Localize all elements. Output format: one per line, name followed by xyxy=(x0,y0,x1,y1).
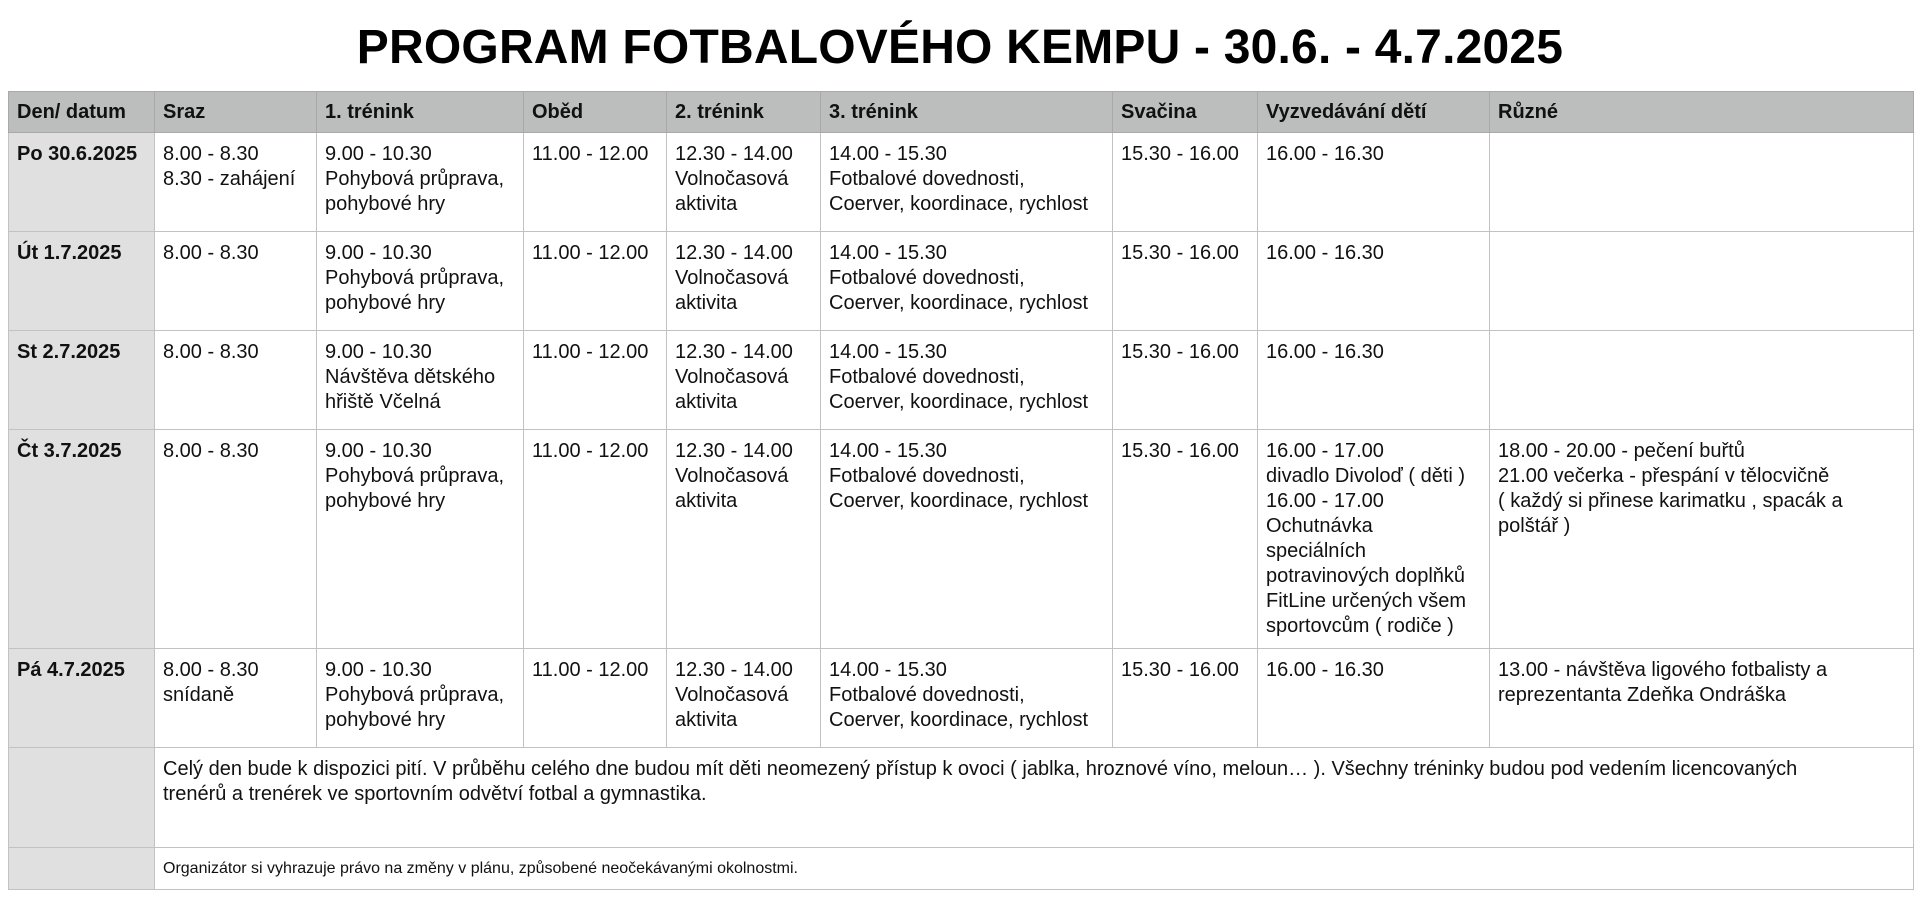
cell-line: snídaně xyxy=(163,684,235,706)
cell-line: 16.00 - 16.30 xyxy=(1266,143,1384,165)
svacina-cell xyxy=(1113,331,1258,430)
cell-line: 12.30 - 14.00 xyxy=(675,440,793,462)
cell-line: 11.00 - 12.00 xyxy=(532,659,649,681)
cell-line: Pohybová průprava, xyxy=(325,168,505,190)
cell-line: Coerver, koordinace, rychlost xyxy=(829,709,1089,731)
cell-line: 11.00 - 12.00 xyxy=(532,143,649,165)
trenink-3-cell xyxy=(821,430,1113,649)
cell-line: aktivita xyxy=(675,391,738,413)
cell-line: 15.30 - 16.00 xyxy=(1121,341,1239,363)
sraz-cell xyxy=(155,649,317,748)
trenink-2-cell xyxy=(667,430,821,649)
cell-line: Coerver, koordinace, rychlost xyxy=(829,490,1089,512)
header-row xyxy=(9,92,1914,133)
header-trenink-1: 1. trénink xyxy=(317,92,524,133)
obed-cell xyxy=(524,232,667,331)
header-vyzvedavani: Vyzvedávání dětí xyxy=(1258,92,1490,133)
cell-line: divadlo Divoloď ( děti ) xyxy=(1266,465,1466,487)
cell-line: Fotbalové dovednosti, xyxy=(829,267,1025,289)
cell-line: 8.00 - 8.30 xyxy=(163,440,259,462)
cell-line: Fotbalové dovednosti, xyxy=(829,366,1025,388)
vyzvedavani-cell xyxy=(1258,331,1490,430)
obed-cell xyxy=(524,133,667,232)
day-cell: Po 30.6.2025 xyxy=(9,133,155,232)
trenink-2-cell xyxy=(667,649,821,748)
ruzne-cell xyxy=(1490,232,1914,331)
cell-line: pohybové hry xyxy=(325,193,446,215)
cell-line: 14.00 - 15.30 xyxy=(829,143,947,165)
ruzne-cell xyxy=(1490,133,1914,232)
cell-line: 12.30 - 14.00 xyxy=(675,341,793,363)
cell-line: 21.00 večerka - přespání v tělocvičně xyxy=(1498,465,1830,487)
header-sraz: Sraz xyxy=(155,92,317,133)
cell-line: Volnočasová xyxy=(675,684,789,706)
sraz-cell xyxy=(155,133,317,232)
cell-line: pohybové hry xyxy=(325,709,446,731)
cell-line: 8.00 - 8.30 xyxy=(163,143,259,165)
cell-line: 18.00 - 20.00 - pečení buřtů xyxy=(1498,440,1745,462)
cell-line: 12.30 - 14.00 xyxy=(675,143,793,165)
cell-line: Coerver, koordinace, rychlost xyxy=(829,391,1089,413)
cell-line: 14.00 - 15.30 xyxy=(829,242,947,264)
trenink-1-cell xyxy=(317,331,524,430)
cell-line: polštář ) xyxy=(1498,515,1571,537)
cell-line: aktivita xyxy=(675,292,738,314)
svacina-cell xyxy=(1113,133,1258,232)
trenink-2-cell xyxy=(667,232,821,331)
vyzvedavani-cell xyxy=(1258,430,1490,649)
vyzvedavani-cell xyxy=(1258,649,1490,748)
cell-line: pohybové hry xyxy=(325,292,446,314)
note-row-day-cell xyxy=(9,748,155,848)
cell-line: aktivita xyxy=(675,193,738,215)
cell-line: 9.00 - 10.30 xyxy=(325,659,432,681)
trenink-3-cell xyxy=(821,133,1113,232)
cell-line: 11.00 - 12.00 xyxy=(532,341,649,363)
obed-cell xyxy=(524,331,667,430)
cell-line: reprezentanta Zdeňka Ondráška xyxy=(1498,684,1786,706)
cell-line: 9.00 - 10.30 xyxy=(325,143,432,165)
table-row xyxy=(9,232,1914,331)
cell-line: 11.00 - 12.00 xyxy=(532,242,649,264)
cell-line: 12.30 - 14.00 xyxy=(675,242,793,264)
cell-line: hřiště Včelná xyxy=(325,391,441,413)
header-obed: Oběd xyxy=(524,92,667,133)
header-svacina: Svačina xyxy=(1113,92,1258,133)
svacina-cell xyxy=(1113,430,1258,649)
obed-cell xyxy=(524,649,667,748)
trenink-1-cell xyxy=(317,232,524,331)
header-ruzne: Různé xyxy=(1490,92,1914,133)
footer-row-day-cell xyxy=(9,848,155,890)
cell-line: 16.00 - 17.00 xyxy=(1266,490,1384,512)
cell-line: Pohybová průprava, xyxy=(325,465,505,487)
ruzne-cell xyxy=(1490,430,1914,649)
cell-line: 15.30 - 16.00 xyxy=(1121,659,1239,681)
cell-line: 15.30 - 16.00 xyxy=(1121,242,1239,264)
cell-line: 9.00 - 10.30 xyxy=(325,440,432,462)
schedule-table xyxy=(8,91,1914,890)
cell-line: Volnočasová xyxy=(675,267,789,289)
cell-line: Fotbalové dovednosti, xyxy=(829,684,1025,706)
cell-line: 15.30 - 16.00 xyxy=(1121,440,1239,462)
header-trenink-3: 3. trénink xyxy=(821,92,1113,133)
svacina-cell xyxy=(1113,232,1258,331)
cell-line: aktivita xyxy=(675,709,738,731)
vyzvedavani-cell xyxy=(1258,133,1490,232)
cell-line: 9.00 - 10.30 xyxy=(325,242,432,264)
cell-line: 9.00 - 10.30 xyxy=(325,341,432,363)
table-row xyxy=(9,649,1914,748)
cell-line: 8.00 - 8.30 xyxy=(163,242,259,264)
trenink-2-cell xyxy=(667,133,821,232)
svacina-cell xyxy=(1113,649,1258,748)
cell-line: Volnočasová xyxy=(675,168,789,190)
header-trenink-2: 2. trénink xyxy=(667,92,821,133)
table-row xyxy=(9,331,1914,430)
cell-line: 13.00 - návštěva ligového fotbalisty a xyxy=(1498,659,1828,681)
trenink-3-cell xyxy=(821,331,1113,430)
note-row xyxy=(9,748,1914,848)
trenink-1-cell xyxy=(317,430,524,649)
note-line: trenérů a trenérek ve sportovním odvětví fotbal a gymnastika. xyxy=(163,783,707,805)
day-cell: St 2.7.2025 xyxy=(9,331,155,430)
cell-line: FitLine určených všem xyxy=(1266,590,1467,612)
note-cell xyxy=(155,748,1914,848)
cell-line: sportovcům ( rodiče ) xyxy=(1266,615,1454,637)
header-den-datum: Den/ datum xyxy=(9,92,155,133)
day-cell: Pá 4.7.2025 xyxy=(9,649,155,748)
cell-line: Pohybová průprava, xyxy=(325,267,505,289)
cell-line: 16.00 - 17.00 xyxy=(1266,440,1384,462)
cell-line: Pohybová průprava, xyxy=(325,684,505,706)
trenink-1-cell xyxy=(317,649,524,748)
sraz-cell xyxy=(155,430,317,649)
page-title: PROGRAM FOTBALOVÉHO KEMPU - 30.6. - 4.7.2025 xyxy=(356,21,1564,74)
cell-line: 16.00 - 16.30 xyxy=(1266,242,1384,264)
cell-line: Fotbalové dovednosti, xyxy=(829,168,1025,190)
cell-line: 16.00 - 16.30 xyxy=(1266,659,1384,681)
cell-line: Coerver, koordinace, rychlost xyxy=(829,193,1089,215)
cell-line: 11.00 - 12.00 xyxy=(532,440,649,462)
cell-line: 15.30 - 16.00 xyxy=(1121,143,1239,165)
cell-line: 8.00 - 8.30 xyxy=(163,341,259,363)
ruzne-cell xyxy=(1490,331,1914,430)
trenink-1-cell xyxy=(317,133,524,232)
note-line: Celý den bude k dispozici pití. V průběhu celého dne budou mít děti neomezený přístup k ovoci ( jablka, hroznové víno, meloun… ). Všechny tréninky budou pod vedením licencovaných xyxy=(163,758,1798,780)
trenink-2-cell xyxy=(667,331,821,430)
cell-line: Ochutnávka xyxy=(1266,515,1373,537)
ruzne-cell xyxy=(1490,649,1914,748)
sraz-cell xyxy=(155,331,317,430)
cell-line: ( každý si přinese karimatku , spacák a xyxy=(1498,490,1843,512)
footer-row xyxy=(9,848,1914,890)
sraz-cell xyxy=(155,232,317,331)
cell-line: pohybové hry xyxy=(325,490,446,512)
cell-line: 16.00 - 16.30 xyxy=(1266,341,1384,363)
footer-note: Organizátor si vyhrazuje právo na změny v plánu, způsobené neočekávanými okolnostmi. xyxy=(155,848,1914,890)
trenink-3-cell xyxy=(821,232,1113,331)
cell-line: 14.00 - 15.30 xyxy=(829,440,947,462)
cell-line: Volnočasová xyxy=(675,366,789,388)
cell-line: 8.30 - zahájení xyxy=(163,168,296,190)
cell-line: 12.30 - 14.00 xyxy=(675,659,793,681)
cell-line: Coerver, koordinace, rychlost xyxy=(829,292,1089,314)
cell-line: 8.00 - 8.30 xyxy=(163,659,259,681)
cell-line: potravinových doplňků xyxy=(1266,565,1466,587)
table-row xyxy=(9,133,1914,232)
cell-line: speciálních xyxy=(1266,540,1367,562)
day-cell: Čt 3.7.2025 xyxy=(9,430,155,649)
cell-line: 14.00 - 15.30 xyxy=(829,341,947,363)
day-cell: Út 1.7.2025 xyxy=(9,232,155,331)
cell-line: Návštěva dětského xyxy=(325,366,496,388)
obed-cell xyxy=(524,430,667,649)
cell-line: Volnočasová xyxy=(675,465,789,487)
trenink-3-cell xyxy=(821,649,1113,748)
cell-line: 14.00 - 15.30 xyxy=(829,659,947,681)
cell-line: Fotbalové dovednosti, xyxy=(829,465,1025,487)
table-row xyxy=(9,430,1914,649)
cell-line: aktivita xyxy=(675,490,738,512)
vyzvedavani-cell xyxy=(1258,232,1490,331)
